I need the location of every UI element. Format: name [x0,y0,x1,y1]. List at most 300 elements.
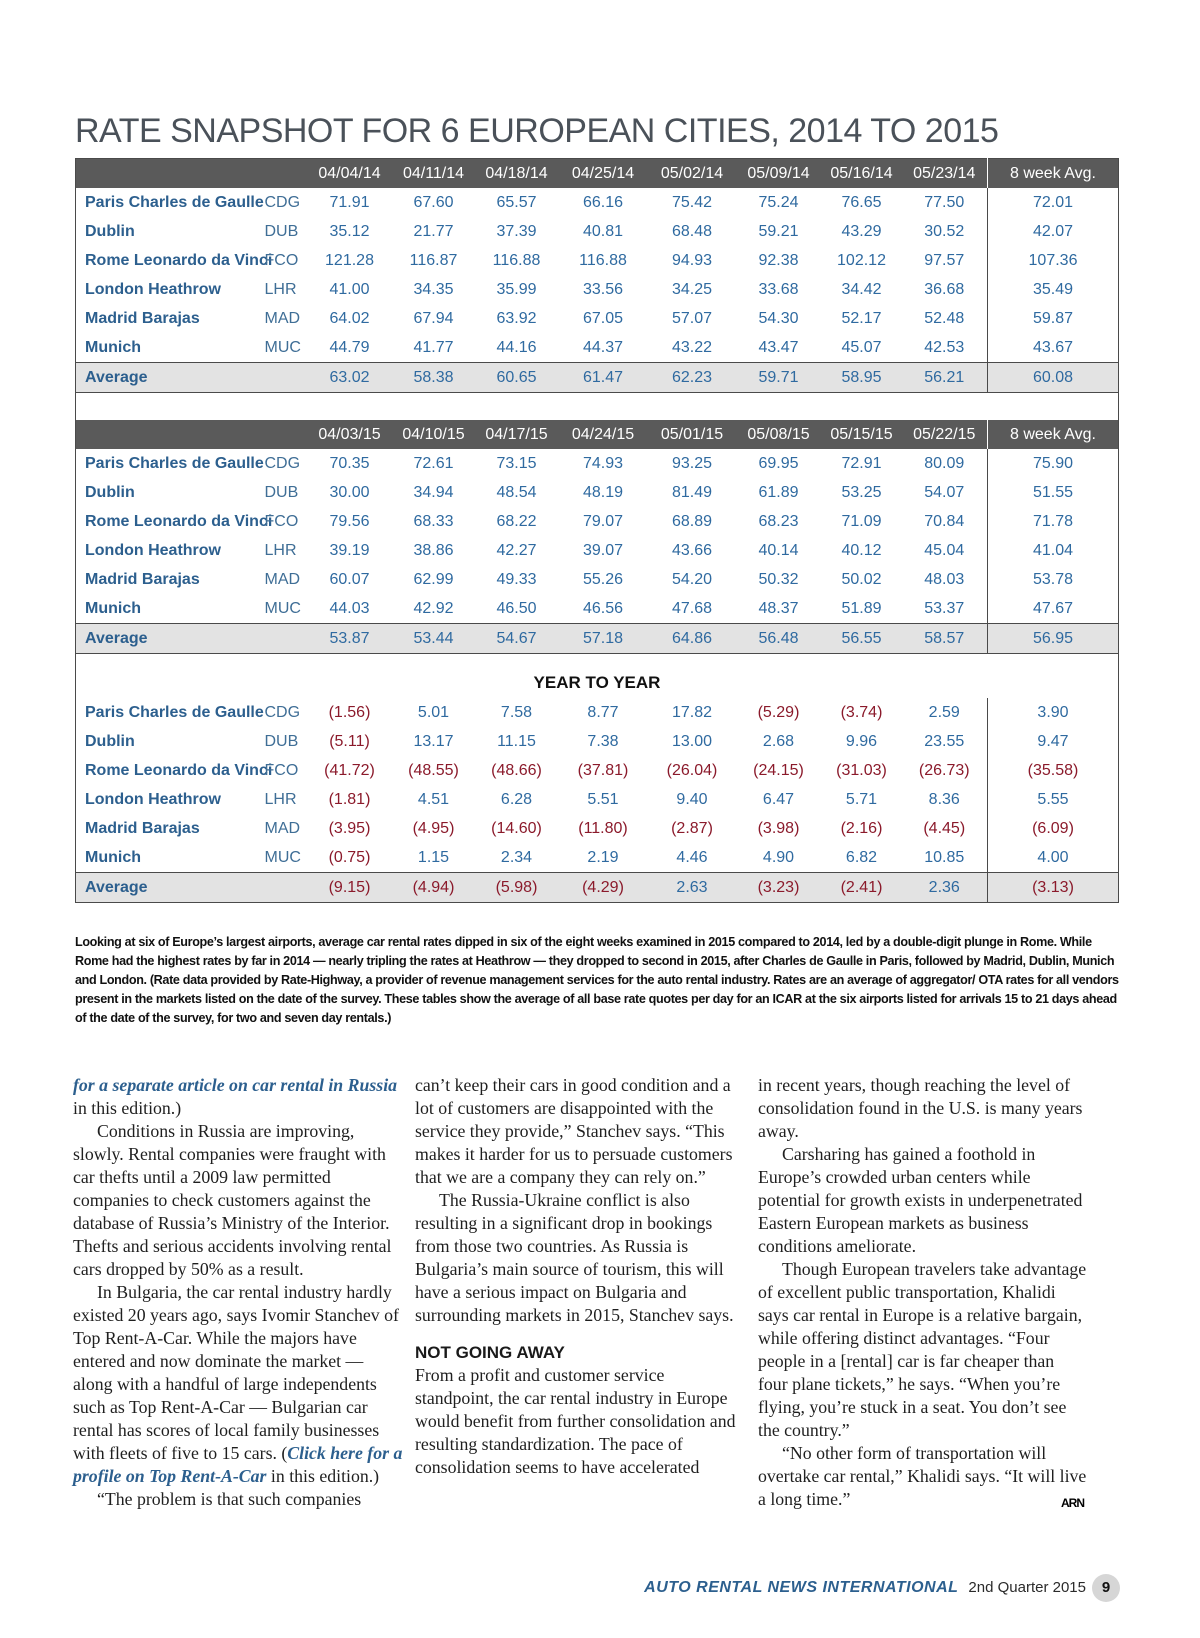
rate-value: 34.25 [671,280,713,298]
rate-value: 68.22 [496,512,537,530]
rate-value: 73.15 [496,454,537,472]
average-value: 56.48 [736,624,822,654]
city-name: Rome Leonardo da Vinci [85,512,273,530]
rate-value: (3.95) [328,819,371,837]
column-header: 04/04/14 [308,159,392,189]
rate-value: (26.04) [666,761,718,779]
article-column-3 [758,1074,1088,1515]
col3-paragraph-4-text: “No other form of transportation will overtake car rental,” Khalidi says. “It will live a long time.” [758,1443,1087,1509]
rate-value: 72.61 [413,454,454,472]
rate-value: 2.68 [762,732,795,750]
rate-value: 10.85 [924,848,965,866]
rate-value: 107.36 [988,246,1119,275]
rate-value: 48.19 [582,483,624,501]
average-value: (9.15) [308,873,392,903]
year-to-year-heading-row [76,668,1119,698]
average-code-blank [263,624,308,654]
rate-value: 45.07 [841,338,882,356]
rate-value: 40.14 [758,541,799,559]
rate-value: 35.12 [329,222,370,240]
rate-value: 21.77 [413,222,454,240]
table-caption: Looking at six of Europe’s largest airports, average car rental rates dipped in six of the eight weeks examined in 2015 compared to 2014, led by a double-digit plunge in Rome. While Rome had the highest rates by far in 2014 — nearly tripling the rates at Heathrow — they dropped to second in 2015, after Charles de Gaulle in Paris, followed by Madrid, Dublin, Munich and London. (Rate data provided by Rate-Highway, a provider of revenue management services for the auto rental industry. Rates are an average of aggregator/ OTA rates for all vendors present in the markets listed on the date of the survey. These tables show the average of all base rate quotes per day for an ICAR at the six airports listed for arrivals 15 to 21 days ahead of the date of the survey, for two and seven day rentals.) [75,935,1119,1025]
average-label: Average [76,873,263,903]
airport-code: DUB [264,732,299,750]
rate-value: 36.68 [924,280,965,298]
rate-value: 54.07 [924,483,965,501]
rate-value: 35.99 [496,280,537,298]
rate-value: 42.27 [496,541,537,559]
rate-value: 54.30 [758,309,799,327]
city-name: Rome Leonardo da Vinci [85,251,273,269]
rate-value: (2.16) [840,819,883,837]
col1-paragraph-3 [73,1281,403,1488]
rate-value: 13.00 [671,732,713,750]
rate-value: 47.67 [988,594,1119,624]
airport-code: FCO [264,512,299,530]
rate-value: 67.05 [582,309,624,327]
rate-value: 4.00 [988,843,1119,873]
rate-value: 8.36 [928,790,960,808]
rate-value: 94.93 [671,251,713,269]
average-code-blank [263,363,308,393]
rate-value: 5.01 [417,703,450,721]
column-header: 04/17/15 [476,420,558,449]
rate-value: (48.66) [491,761,542,779]
spacer-cell [76,654,1119,669]
rate-value: 70.35 [329,454,370,472]
rate-value: 75.42 [671,193,713,211]
column-header: 05/09/14 [736,159,822,189]
rate-value: 9.47 [988,727,1119,756]
average-label: Average [76,624,263,654]
col1-paragraph-3-end: in this edition.) [266,1466,380,1486]
rate-value: 5.51 [587,790,619,808]
header-blank [76,420,263,449]
rate-value: (14.60) [491,819,542,837]
rate-value: 54.20 [671,570,713,588]
average-value: 64.86 [649,624,736,654]
rate-value: 50.32 [758,570,799,588]
rate-value: 67.60 [413,193,454,211]
col2-paragraph-1: can’t keep their cars in good condition and a lot of customers are disappointed with the service they provide,” Stanchev says. “This makes it harder for us to persuade customers that we are a company they can rely on.” [415,1075,733,1187]
issue-label: 2nd Quarter 2015 [968,1579,1086,1596]
average-value: (4.94) [392,873,476,903]
rate-value: 93.25 [671,454,713,472]
rate-value: 59.21 [758,222,799,240]
rate-value: 71.09 [841,512,882,530]
airport-code: CDG [264,703,301,721]
rate-value: 9.96 [845,732,878,750]
average-value: (4.29) [558,873,649,903]
rate-value: 3.90 [988,698,1119,727]
city-name: Madrid Barajas [85,819,200,837]
page-title: RATE SNAPSHOT FOR 6 EUROPEAN CITIES, 2014 TO 2015 [75,112,999,150]
airport-code: LHR [264,280,297,298]
table-row [76,698,1119,727]
column-header: 05/15/15 [822,420,902,449]
rate-value: 48.03 [924,570,965,588]
header-blank [263,159,308,189]
rate-value: 53.78 [988,565,1119,594]
average-value: 2.36 [902,873,988,903]
rate-value: 71.91 [329,193,370,211]
rate-value: 63.92 [496,309,537,327]
column-header: 04/25/14 [558,159,649,189]
rate-value: (2.87) [671,819,713,837]
rate-value: 61.89 [758,483,799,501]
rate-value: (3.74) [840,703,883,721]
rate-value: 77.50 [924,193,965,211]
rate-value: 70.84 [924,512,965,530]
column-header: 04/03/15 [308,420,392,449]
table-row [76,478,1119,507]
rate-value: 76.65 [841,193,882,211]
section-heading: NOT GOING AWAY [415,1343,565,1362]
airport-code: MAD [264,570,301,588]
rate-value: (4.95) [412,819,455,837]
column-header: 05/16/14 [822,159,902,189]
rate-value: (1.81) [328,790,371,808]
rate-snapshot-table [75,158,1119,903]
arn-end-mark-icon: ARN [1061,1496,1084,1510]
city-name: Rome Leonardo da Vinci [85,761,273,779]
rate-value: 47.68 [671,599,713,617]
rate-value: 44.37 [582,338,624,356]
rate-value: 62.99 [413,570,454,588]
rate-value: (24.15) [753,761,804,779]
rate-value: (37.81) [577,761,629,779]
rate-value: 2.34 [500,848,533,866]
average-value: 54.67 [476,624,558,654]
rate-value: 44.16 [496,338,537,356]
rate-value: 11.15 [497,732,536,750]
table-row [76,333,1119,363]
airport-code: FCO [264,761,299,779]
rate-value: 34.94 [413,483,454,501]
rate-value: 68.48 [671,222,713,240]
average-value: 58.95 [822,363,902,393]
rate-value: 59.87 [988,304,1119,333]
magazine-name: AUTO RENTAL NEWS INTERNATIONAL [644,1579,959,1596]
rate-value: 46.50 [496,599,537,617]
average-row [76,873,1119,903]
rate-value: 4.46 [676,848,708,866]
city-name: Paris Charles de Gaulle [85,703,264,721]
rate-value: 38.86 [413,541,454,559]
rate-value: 42.92 [413,599,454,617]
airport-code: DUB [264,483,299,501]
rate-value: 60.07 [329,570,370,588]
airport-code: MAD [264,819,301,837]
rate-value: 40.12 [841,541,882,559]
rate-value: 102.12 [837,251,886,269]
airport-code: MAD [264,309,301,327]
table-row [76,536,1119,565]
airport-code: LHR [264,541,297,559]
city-name: Madrid Barajas [85,570,200,588]
table-row [76,785,1119,814]
rate-value: 53.25 [841,483,882,501]
table-row [76,594,1119,624]
rate-value: 50.02 [841,570,882,588]
table-row [76,188,1119,217]
col1-paragraph-4: “The problem is that such companies [97,1489,362,1509]
city-name: London Heathrow [85,790,221,808]
rate-value: 72.01 [988,188,1119,217]
rate-value: 2.59 [928,703,960,721]
average-value: 60.65 [476,363,558,393]
average-value: 56.95 [988,624,1119,654]
rate-value: 4.51 [417,790,450,808]
average-value: (2.41) [822,873,902,903]
city-name: Paris Charles de Gaulle [85,193,264,211]
col1-paragraph-2: Conditions in Russia are improving, slowly. Rental companies were fraught with car thefts until a 2009 law permitted companies to check customers against the database of Russia’s Ministry of the Interior. Thefts and serious accidents involving rental cars dropped by 50% as a result. [73,1121,392,1279]
rate-value: 44.03 [329,599,370,617]
average-value: 53.87 [308,624,392,654]
rate-value: 23.55 [924,732,965,750]
col3-paragraph-1: in recent years, though reaching the level of consolidation found in the U.S. is many years away. [758,1075,1083,1141]
rate-value: 51.55 [988,478,1119,507]
average-row [76,363,1119,393]
top-rent-a-car-profile-link[interactable]: Click here for a profile on Top Rent-A-Car [73,1443,403,1486]
table-row [76,449,1119,478]
rate-value: 5.71 [845,790,878,808]
rate-value: 65.57 [496,193,537,211]
rate-value: 64.02 [329,309,370,327]
rate-value: 43.29 [841,222,882,240]
airport-code: MUC [264,599,301,617]
rate-value: (41.72) [324,761,375,779]
rate-value: (5.11) [329,732,370,750]
rate-value: 34.42 [841,280,882,298]
table-header-row [76,420,1119,449]
rate-value: 80.09 [924,454,965,472]
column-header: 8 week Avg. [988,159,1119,189]
airport-code: MUC [264,338,301,356]
rate-value: 42.07 [988,217,1119,246]
rate-value: 35.49 [988,275,1119,304]
rate-value: 48.54 [496,483,537,501]
table-row [76,814,1119,843]
average-value: 62.23 [649,363,736,393]
table-row [76,756,1119,785]
rate-value: 2.19 [587,848,619,866]
column-header: 05/01/15 [649,420,736,449]
city-name: Munich [85,848,141,866]
table-row [76,507,1119,536]
rate-value: (35.58) [988,756,1119,785]
rate-value: 1.15 [417,848,450,866]
rate-value: 5.55 [988,785,1119,814]
rate-value: 44.79 [329,338,370,356]
col2-paragraph-2: The Russia-Ukraine conflict is also resulting in a significant drop in bookings from those two countries. As Russia is Bulgaria’s main source of tourism, this will have a serious impact on Bulgaria and surrounding markets in 2015, Stanchev says. [415,1190,734,1325]
column-header: 04/18/14 [476,159,558,189]
rate-value: 39.07 [582,541,624,559]
average-value: 63.02 [308,363,392,393]
rate-value: 34.35 [413,280,454,298]
page-number: 9 [1092,1574,1120,1602]
rate-value: 79.56 [329,512,370,530]
header-blank [263,420,308,449]
rate-value: 6.28 [500,790,533,808]
page-footer [0,1574,1120,1602]
rate-value: 53.37 [924,599,965,617]
rate-value: 116.88 [579,251,627,269]
table-row [76,727,1119,756]
rate-value: 33.56 [582,280,624,298]
table-row [76,275,1119,304]
rates-body [76,159,1119,903]
rate-value: 45.04 [924,541,965,559]
rate-value: 81.49 [671,483,713,501]
column-header: 04/11/14 [392,159,476,189]
rate-value: 66.16 [582,193,624,211]
rate-value: 9.40 [676,790,708,808]
rate-value: 57.07 [671,309,713,327]
rate-value: 7.58 [500,703,533,721]
rate-value: 8.77 [587,703,619,721]
average-value: 61.47 [558,363,649,393]
average-value: 56.21 [902,363,988,393]
airport-code: DUB [264,222,299,240]
rate-value: 39.19 [329,541,370,559]
city-name: London Heathrow [85,280,221,298]
average-value: 58.38 [392,363,476,393]
year-to-year-heading: YEAR TO YEAR [533,673,661,692]
rate-value: 72.91 [841,454,882,472]
average-value: 53.44 [392,624,476,654]
rate-value: 43.67 [988,333,1119,363]
rate-value: 68.89 [671,512,713,530]
rate-value: 46.56 [582,599,624,617]
column-header: 05/02/14 [649,159,736,189]
city-name: Dublin [85,483,135,501]
column-header: 04/24/15 [558,420,649,449]
header-blank [76,159,263,189]
rate-value: (3.98) [757,819,800,837]
table-spacer [76,654,1119,669]
rate-value: 121.28 [325,251,374,269]
average-value: 2.63 [649,873,736,903]
airport-code: CDG [264,454,301,472]
average-value: (5.98) [476,873,558,903]
rate-value: 52.48 [924,309,965,327]
table-row [76,304,1119,333]
rate-value: 33.68 [758,280,799,298]
rate-value: (1.56) [328,703,371,721]
table-spacer [76,393,1119,421]
rate-value: 43.22 [671,338,713,356]
rate-value: 79.07 [582,512,624,530]
city-name: Madrid Barajas [85,309,200,327]
rate-value: 30.00 [329,483,370,501]
rate-value: 71.78 [988,507,1119,536]
article-column-1 [73,1074,403,1511]
rate-value: 43.66 [671,541,713,559]
rate-value: (26.73) [918,761,970,779]
average-value: (3.13) [988,873,1119,903]
rate-value: 40.81 [582,222,624,240]
col1-paragraph-1 [73,1074,403,1120]
rate-value: 75.24 [758,193,799,211]
rate-value: 13.17 [413,732,454,750]
rate-value: 92.38 [758,251,799,269]
rate-value: 17.82 [671,703,713,721]
rate-value: (0.75) [328,848,371,866]
rate-value: 51.89 [841,599,882,617]
city-name: London Heathrow [85,541,221,559]
average-label: Average [76,363,263,393]
rate-value: 75.90 [988,449,1119,478]
city-name: Paris Charles de Gaulle [85,454,264,472]
rate-value: 4.90 [762,848,795,866]
average-row [76,624,1119,654]
rate-value: 48.37 [758,599,799,617]
rate-value: 41.77 [413,338,454,356]
article-column-2 [415,1074,745,1479]
rate-value: (31.03) [836,761,887,779]
rate-value: 6.82 [845,848,878,866]
rate-value: (4.45) [923,819,966,837]
rate-value: 69.95 [758,454,799,472]
col1-paragraph-3-text: In Bulgaria, the car rental industry hardly existed 20 years ago, says Ivomir Stanchev of Top Rent-A-Car. While the majors have entered and now dominate the market — along with a handful of large independents such as Top Rent-A-Car — Bulgarian car rental has scores of local family businesses with fleets of five to 15 cars. ( [73,1282,399,1463]
column-header: 05/22/15 [902,420,988,449]
rate-value: 52.17 [841,309,882,327]
rate-value: 41.04 [988,536,1119,565]
rate-value: 6.47 [762,790,795,808]
rate-value: 43.47 [758,338,799,356]
russia-article-link[interactable]: for a separate article on car rental in Russia [73,1075,398,1095]
rate-value: 41.00 [329,280,370,298]
rate-value: 49.33 [496,570,537,588]
rate-value: 68.33 [413,512,454,530]
city-name: Dublin [85,222,135,240]
table-header-row [76,159,1119,189]
table-row [76,217,1119,246]
col3-paragraph-2: Carsharing has gained a foothold in Europe’s crowded urban centers while potential for growth exists in underpenetrated Eastern European markets as business conditions ameliorate. [758,1144,1083,1256]
rate-value: 74.93 [582,454,624,472]
column-header: 05/23/14 [902,159,988,189]
rate-value: (6.09) [988,814,1119,843]
average-value: (3.23) [736,873,822,903]
rate-value: 55.26 [582,570,624,588]
city-name: Munich [85,338,141,356]
rate-value: 68.23 [758,512,799,530]
spacer-cell [76,393,1119,421]
airport-code: MUC [264,848,301,866]
rate-value: 67.94 [413,309,454,327]
column-header: 05/08/15 [736,420,822,449]
rate-value: 30.52 [924,222,965,240]
airport-code: LHR [264,790,297,808]
city-name: Dublin [85,732,135,750]
column-header: 8 week Avg. [988,420,1119,449]
table-row [76,843,1119,873]
rate-value: 116.87 [409,251,458,269]
average-value: 56.55 [822,624,902,654]
table-row [76,565,1119,594]
rate-value: 97.57 [924,251,965,269]
average-code-blank [263,873,308,903]
city-name: Munich [85,599,141,617]
table-row [76,246,1119,275]
average-value: 60.08 [988,363,1119,393]
airport-code: CDG [264,193,301,211]
rate-value: (5.29) [757,703,800,721]
average-value: 57.18 [558,624,649,654]
rate-value: 116.88 [492,251,541,269]
average-value: 59.71 [736,363,822,393]
